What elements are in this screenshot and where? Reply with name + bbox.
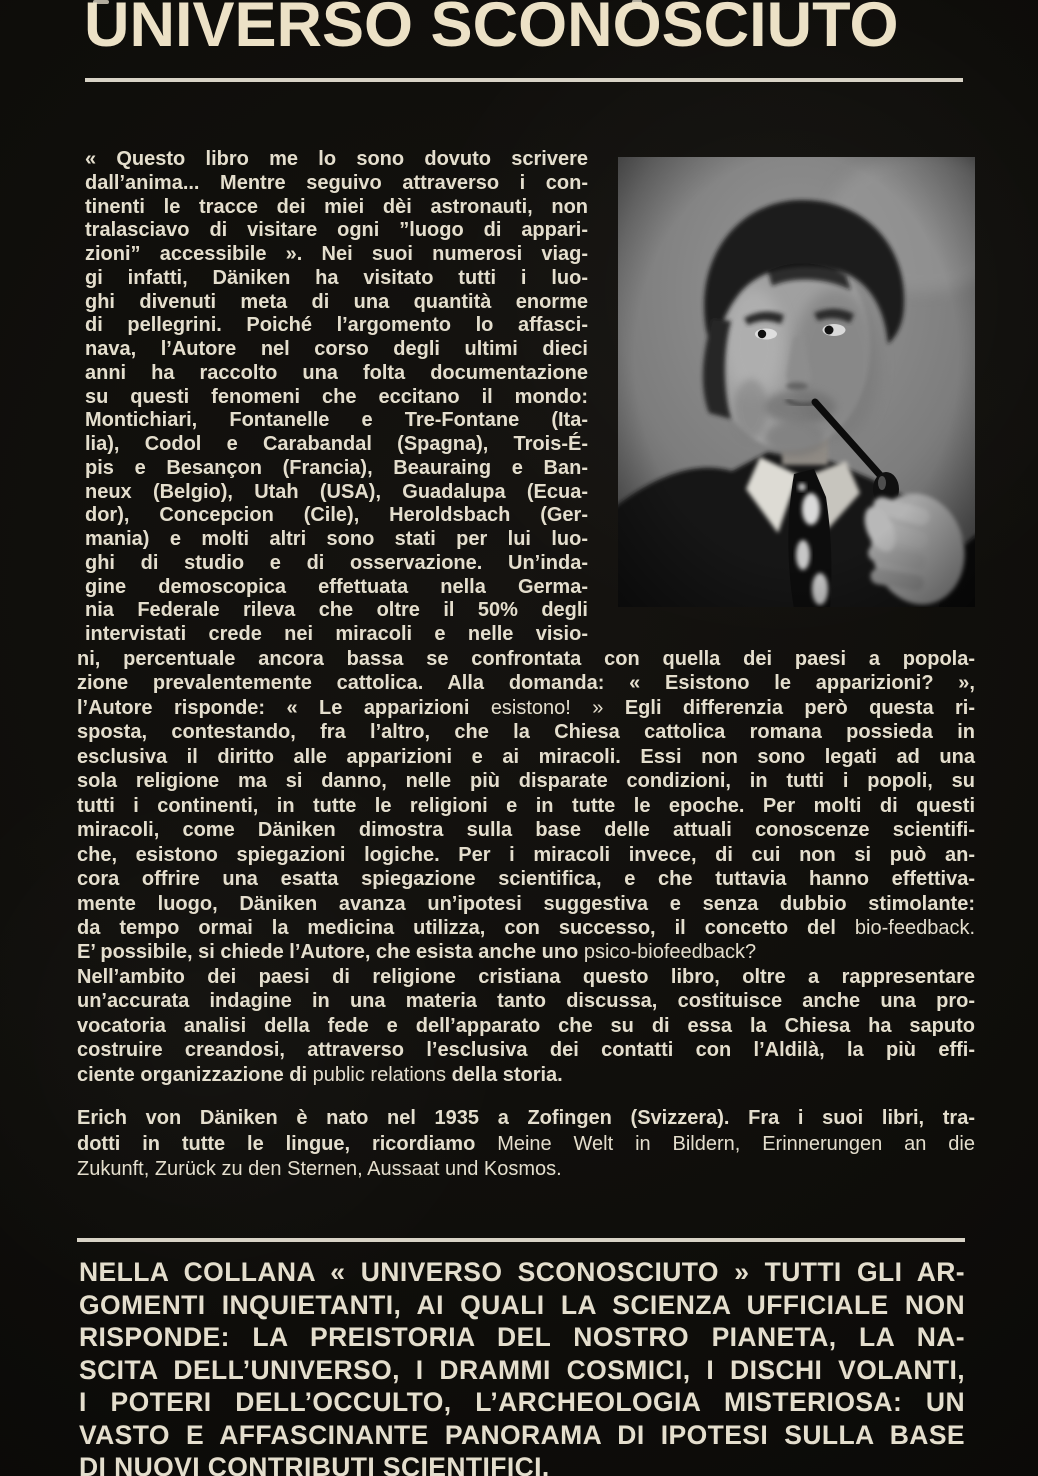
- text-line: RISPONDE: LA PREISTORIA DEL NOSTRO PIANETA, LA NA-: [79, 1322, 965, 1352]
- author-photo: [618, 157, 975, 607]
- text-line: ghi di studio e di osservazione. Un’inda-: [85, 551, 588, 574]
- text-line: DI NUOVI CONTRIBUTI SCIENTIFICI.: [79, 1452, 550, 1476]
- text-line: zione prevalentemente cattolica. Alla domanda: « Esistono le apparizioni? »,: [77, 672, 975, 695]
- series-rule: [77, 1238, 965, 1242]
- text-line: ghi divenuti meta di una quantità enorme: [85, 290, 588, 313]
- text-line: Montichiari, Fontanelle e Tre-Fontane (Ita-: [85, 409, 588, 432]
- text-line: su questi fenomeni che eccitano il mondo:: [85, 385, 588, 408]
- text-line: « Questo libro me lo sono dovuto scrivere: [85, 148, 588, 170]
- text-line: l’Autore risponde: « Le apparizioni esistono! » Egli differenzia però questa ri-: [77, 696, 975, 719]
- text-line: ni, percentuale ancora bassa se confrontata con quella dei paesi a popola-: [77, 648, 975, 670]
- series-note: [79, 1256, 965, 1476]
- text-line: I POTERI DELL’OCCULTO, L’ARCHEOLOGIA MISTERIOSA: UN: [79, 1387, 965, 1417]
- text-line: dor), Concepcion (Cile), Heroldsbach (Ger-: [85, 504, 588, 527]
- text-line: tinenti le tracce dei miei dèi astronauti, non: [85, 195, 588, 218]
- text-line: gi infatti, Däniken ha visitato tutti i luo-: [85, 266, 588, 289]
- text-line: dotti in tutte le lingue, ricordiamo Meine Welt in Bildern, Erinnerungen an die: [77, 1132, 975, 1155]
- text-line: NELLA COLLANA « UNIVERSO SCONOSCIUTO » TUTTI GLI AR-: [79, 1257, 965, 1287]
- text-line: E’ possibile, si chiede l’Autore, che esista anche uno psico-biofeedback?: [77, 941, 757, 964]
- text-line: intervistati crede nei miracoli e nelle visio-: [85, 623, 588, 645]
- text-line: Zukunft, Zurück zu den Sternen, Aussaat und Kosmos.: [77, 1158, 562, 1180]
- text-line: nia Federale rileva che oltre il 50% degli: [85, 599, 588, 622]
- text-line: GOMENTI INQUIETANTI, AI QUALI LA SCIENZA UFFICIALE NON: [79, 1289, 965, 1320]
- title-rule: [85, 78, 963, 82]
- text-line: Erich von Däniken è nato nel 1935 a Zofingen (Svizzera). Fra i suoi libri, tra-: [77, 1107, 975, 1129]
- text-line: gine demoscopica effettuata nella Germa-: [85, 575, 588, 598]
- author-bio: [77, 1106, 975, 1183]
- author-photo-image: [618, 157, 975, 607]
- text-line: tutti i continenti, in tutte le religioni e in tutte le epoche. Per molti di questi: [77, 794, 975, 817]
- text-line: esclusiva il diritto alle apparizioni e ai miracoli. Essi non sono legati ad una: [77, 745, 975, 768]
- text-line: nava, l’Autore nel corso degli ultimi dieci: [85, 338, 588, 360]
- text-line: miracoli, come Däniken dimostra sulla base delle attuali conoscenze scientifi-: [77, 819, 975, 842]
- text-line: anni ha raccolto una folta documentazione: [85, 361, 588, 384]
- intro-column: [85, 148, 588, 647]
- book-title: UNIVERSO SCONOSCIUTO: [84, 0, 899, 60]
- text-line: pis e Besançon (Francia), Beauraing e Ban-: [85, 456, 588, 479]
- text-line: un’accurata indagine in una materia tanto discussa, costituisce anche una pro-: [77, 990, 975, 1013]
- text-line: vocatoria analisi della fede e dell’apparato che su di essa la Chiesa ha saputo: [77, 1014, 975, 1037]
- text-line: tralasciavo di visitare ogni ”luogo di appari-: [85, 219, 588, 242]
- text-line: lia), Codol e Carabandal (Spagna), Trois-É-: [85, 433, 588, 455]
- text-line: costruire creandosi, attraverso l’esclusiva dei contatti con l’Aldilà, la più effi-: [77, 1039, 975, 1062]
- text-line: SCITA DELL’UNIVERSO, I DRAMMI COSMICI, I DISCHI VOLANTI,: [79, 1354, 965, 1385]
- text-line: cora offrire una esatta spiegazione scientifica, e che tuttavia hanno effettiva-: [77, 868, 975, 891]
- text-line: mania) e molti altri sono stati per lui luo-: [85, 528, 588, 550]
- text-line: che, esistono spiegazioni logiche. Per i miracoli invece, di cui non si può an-: [77, 843, 975, 866]
- text-line: sposta, contestando, fra l’altro, che la Chiesa cattolica romana possieda in: [77, 721, 975, 744]
- main-paragraph: [77, 647, 975, 1087]
- text-line: mente luogo, Däniken avanza un’ipotesi suggestiva e senza dubbio stimolante:: [77, 892, 975, 915]
- text-line: Nell’ambito dei paesi di religione cristiana questo libro, oltre a rappresentare: [77, 965, 975, 988]
- text-line: da tempo ormai la medicina utilizza, con successo, il concetto del bio-feedback.: [77, 916, 975, 939]
- text-line: di pellegrini. Poiché l’argomento lo affasci-: [85, 314, 588, 337]
- text-line: neux (Belgio), Utah (USA), Guadalupa (Ecua-: [85, 480, 588, 503]
- text-line: dall’anima... Mentre seguivo attraverso i con-: [85, 171, 588, 194]
- photo-vignette: [618, 157, 975, 607]
- text-line: zioni” accessibile ». Nei suoi numerosi viag-: [85, 243, 588, 265]
- text-line: VASTO E AFFASCINANTE PANORAMA DI IPOTESI SULLA BASE: [79, 1419, 965, 1450]
- text-line: sola religione ma si danno, nelle più disparate condizioni, in tutti i popoli, su: [77, 770, 975, 793]
- text-line: ciente organizzazione di public relations della storia.: [77, 1063, 563, 1086]
